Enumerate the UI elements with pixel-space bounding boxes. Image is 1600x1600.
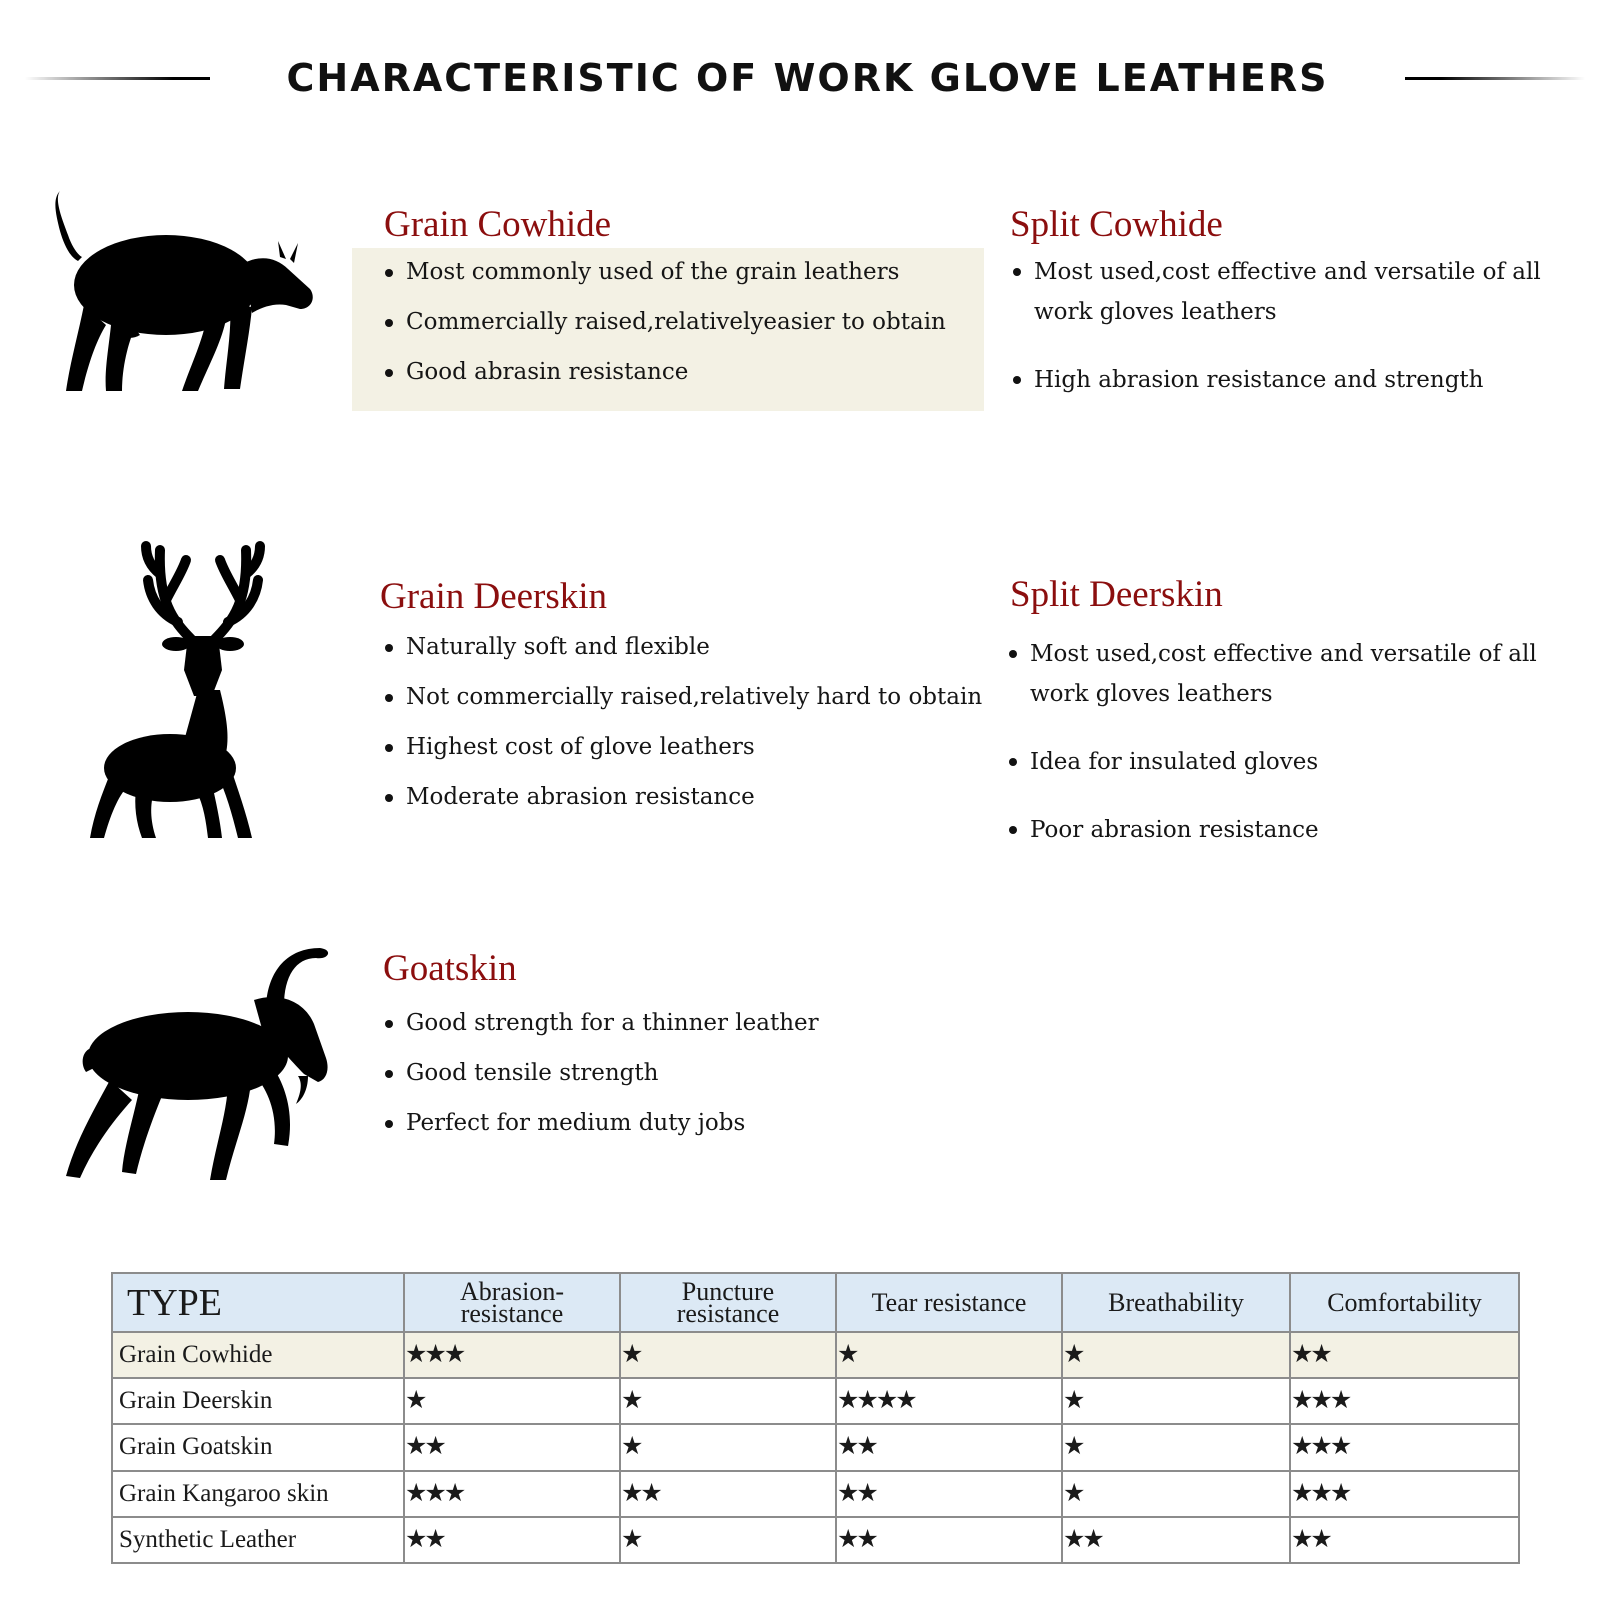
list-item: Good tensile strength — [382, 1059, 819, 1088]
list-item: Not commercially raised,relatively hard to obtain — [382, 683, 982, 712]
star-rating: ★★★★ — [836, 1378, 1062, 1424]
cow-icon — [48, 185, 323, 400]
star-rating: ★★ — [404, 1517, 620, 1563]
grain-deerskin-title: Grain Deerskin — [380, 576, 608, 617]
star-rating: ★ — [404, 1378, 620, 1424]
type-cell: Synthetic Leather — [112, 1517, 404, 1563]
type-cell: Grain Deerskin — [112, 1378, 404, 1424]
star-rating: ★★ — [620, 1471, 836, 1517]
star-rating: ★★★ — [1290, 1471, 1519, 1517]
table-row — [112, 1378, 1519, 1424]
table-row — [112, 1517, 1519, 1563]
star-rating: ★★ — [404, 1424, 620, 1470]
split-deerskin-list — [1006, 634, 1588, 878]
column-header-breathability: Breathability — [1062, 1273, 1290, 1332]
star-rating: ★ — [620, 1378, 836, 1424]
type-cell: Grain Kangaroo skin — [112, 1471, 404, 1517]
grain-cowhide-list — [382, 258, 946, 408]
type-cell: Grain Cowhide — [112, 1332, 404, 1378]
star-rating: ★★★ — [404, 1332, 620, 1378]
title-rule-right — [1405, 77, 1585, 80]
column-header-tear: Tear resistance — [836, 1273, 1062, 1332]
column-header-type: TYPE — [112, 1273, 404, 1332]
list-item: Perfect for medium duty jobs — [382, 1109, 819, 1138]
split-cowhide-title: Split Cowhide — [1010, 204, 1223, 245]
column-header-comfortability: Comfortability — [1290, 1273, 1519, 1332]
star-rating: ★ — [1062, 1424, 1290, 1470]
star-rating: ★ — [620, 1517, 836, 1563]
list-item: Most used,cost effective and versatile of all work gloves leathers — [1006, 634, 1588, 714]
title-rule-left — [25, 77, 210, 80]
star-rating: ★★★ — [404, 1471, 620, 1517]
list-item: Most commonly used of the grain leathers — [382, 258, 946, 287]
grain-cowhide-title: Grain Cowhide — [384, 204, 612, 245]
list-item: Idea for insulated gloves — [1006, 742, 1588, 782]
table-row — [112, 1471, 1519, 1517]
star-rating: ★★ — [836, 1471, 1062, 1517]
column-header-puncture: Puncture resistance — [620, 1273, 836, 1332]
table-row — [112, 1332, 1519, 1378]
page-title: CHARACTERISTIC OF WORK GLOVE LEATHERS — [286, 56, 1329, 100]
star-rating: ★★ — [836, 1517, 1062, 1563]
star-rating: ★ — [836, 1332, 1062, 1378]
goat-icon — [58, 940, 333, 1195]
goatskin-list — [382, 1009, 819, 1159]
star-rating: ★ — [1062, 1332, 1290, 1378]
star-rating: ★★ — [836, 1424, 1062, 1470]
list-item: Good abrasin resistance — [382, 358, 946, 387]
list-item: Moderate abrasion resistance — [382, 783, 982, 812]
star-rating: ★★ — [1290, 1517, 1519, 1563]
star-rating: ★★ — [1290, 1332, 1519, 1378]
list-item: Most used,cost effective and versatile of all work gloves leathers — [1010, 252, 1588, 332]
star-rating: ★ — [620, 1332, 836, 1378]
split-cowhide-list — [1010, 252, 1588, 428]
deer-icon — [80, 540, 325, 840]
type-cell: Grain Goatskin — [112, 1424, 404, 1470]
star-rating: ★★★ — [1290, 1378, 1519, 1424]
table-header-row — [112, 1273, 1519, 1332]
star-rating: ★ — [620, 1424, 836, 1470]
grain-deerskin-list — [382, 633, 982, 833]
list-item: Highest cost of glove leathers — [382, 733, 982, 762]
star-rating: ★ — [1062, 1378, 1290, 1424]
star-rating: ★ — [1062, 1471, 1290, 1517]
split-deerskin-title: Split Deerskin — [1010, 574, 1223, 615]
star-rating: ★★ — [1062, 1517, 1290, 1563]
column-header-abrasion: Abrasion- resistance — [404, 1273, 620, 1332]
list-item: Good strength for a thinner leather — [382, 1009, 819, 1038]
leather-rating-table — [111, 1272, 1520, 1564]
list-item: High abrasion resistance and strength — [1010, 360, 1588, 400]
title-bar — [0, 52, 1600, 104]
list-item: Commercially raised,relativelyeasier to obtain — [382, 308, 946, 337]
goatskin-title: Goatskin — [383, 948, 517, 989]
list-item: Naturally soft and flexible — [382, 633, 982, 662]
table-row — [112, 1424, 1519, 1470]
star-rating: ★★★ — [1290, 1424, 1519, 1470]
list-item: Poor abrasion resistance — [1006, 810, 1588, 850]
